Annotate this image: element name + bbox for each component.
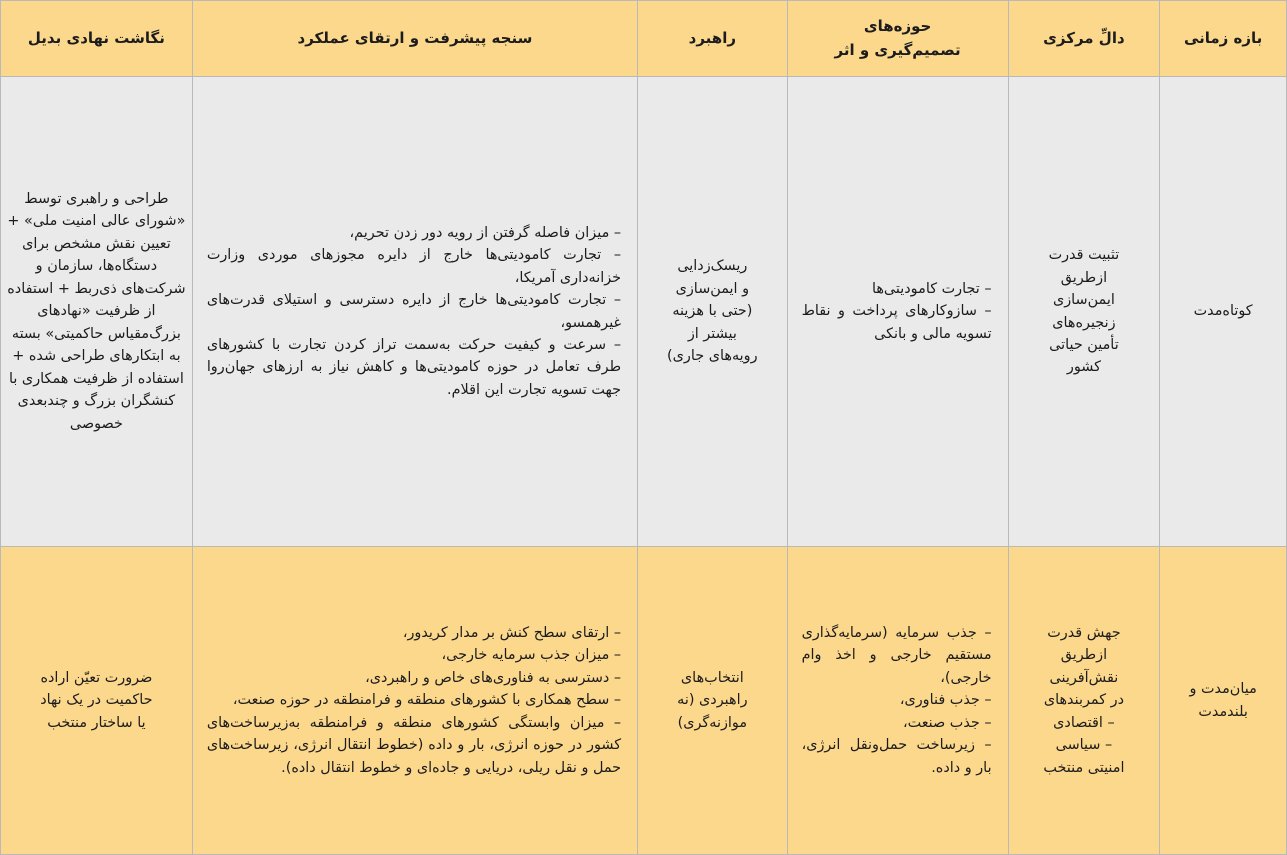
signifier-line: – سیاسی bbox=[1055, 737, 1113, 754]
cell-metrics bbox=[192, 77, 637, 547]
signifier-line: تثبیت قدرت bbox=[1048, 247, 1120, 264]
header-decision-areas-line2: تصمیم‌گیری و اثر bbox=[834, 40, 961, 59]
metric-item: – میزان فاصله گرفتن از رویه دور زدن تحریم، bbox=[349, 224, 622, 241]
metric-item: – میزان جذب سرمایه خارجی، bbox=[441, 647, 622, 664]
strategy-line: بیشتر از bbox=[687, 325, 737, 342]
signifier-line: ازطریق bbox=[1060, 647, 1108, 664]
area-item: – زیرساخت حمل‌ونقل انرژی، بار و داده. bbox=[801, 737, 992, 776]
strategy-line: موازنه‌گری) bbox=[677, 714, 748, 731]
metric-item: – دسترسی به فناوری‌های خاص و راهبردی، bbox=[365, 669, 622, 686]
signifier-line: جهش قدرت bbox=[1047, 624, 1121, 641]
header-metrics: سنجه پیشرفت و ارتقای عملکرد bbox=[192, 1, 637, 77]
header-institutional-mapping: نگاشت نهادی بدیل bbox=[1, 1, 193, 77]
signifier-line: کشور bbox=[1066, 359, 1101, 376]
metric-item: – سطح همکاری با کشورهای منطقه و فرامنطقه در حوزه صنعت، bbox=[232, 692, 622, 709]
header-decision-areas bbox=[787, 1, 1008, 77]
signifier-line: ایمن‌سازی bbox=[1052, 292, 1115, 309]
area-item: – جذب فناوری، bbox=[899, 692, 992, 709]
metric-item: – سرعت و کیفیت حرکت به‌سمت تراز کردن تجارت با کشورهای طرف تعامل در حوزه کامودیتی‌ها و کاهش نیاز به ارزهای جهان‌روا جهت تسویه تجارت این اقلام. bbox=[206, 336, 622, 398]
signifier-line: در کمربندهای bbox=[1043, 692, 1124, 709]
header-time-frame: بازه زمانی bbox=[1160, 1, 1287, 77]
cell-strategy bbox=[638, 547, 788, 855]
table-row-medium-long-term bbox=[1, 547, 1287, 855]
header-strategy: راهبرد bbox=[638, 1, 788, 77]
area-item: – جذب سرمایه (سرمایه‌گذاری مستقیم خارجی و اخذ وام خارجی)، bbox=[801, 624, 992, 686]
cell-central-signifier bbox=[1008, 77, 1160, 547]
strategy-line: (حتی با هزینه bbox=[672, 303, 753, 320]
cell-central-signifier bbox=[1008, 547, 1160, 855]
signifier-line: – اقتصادی bbox=[1053, 714, 1115, 731]
cell-metrics bbox=[192, 547, 637, 855]
strategy-line: رویه‌های جاری) bbox=[667, 348, 758, 365]
metric-item: – تجارت کامودیتی‌ها خارج از دایره مجوزهای موردی وزارت خزانه‌داری آمریکا، bbox=[206, 247, 622, 286]
cell-decision-areas bbox=[787, 77, 1008, 547]
cell-strategy bbox=[638, 77, 788, 547]
area-item: – سازوکارهای پرداخت و نقاط تسویه مالی و بانکی bbox=[801, 303, 992, 342]
strategy-line: و ایمن‌سازی bbox=[675, 280, 750, 297]
metric-item: – میزان وابستگی کشورهای منطقه و فرامنطقه به‌زیرساخت‌های کشور در حوزه انرژی، بار و داده (خطوط انتقال انرژی، زیرساخت‌های حمل و نقل ریلی، دریایی و جاده‌ای و خطوط انتقال داده). bbox=[206, 714, 622, 776]
institutional-line: حاکمیت در یک نهاد bbox=[40, 692, 153, 709]
cell-time-frame bbox=[1160, 547, 1287, 855]
strategy-line: ریسک‌زدایی bbox=[677, 258, 748, 275]
header-decision-areas-line1: حوزه‌های bbox=[863, 17, 932, 36]
signifier-line: نقش‌آفرینی bbox=[1049, 669, 1119, 686]
institutional-line: ضرورت تعیّن اراده bbox=[40, 669, 153, 686]
signifier-line: زنجیره‌های bbox=[1052, 314, 1116, 331]
cell-institutional-mapping: طراحی و راهبری توسط «شورای عالی امنیت ملی» + تعیین نقش مشخص برای دستگاه‌ها، سازمان و شرکت‌های ذی‌ربط + استفاده از ظرفیت «نهادهای بزرگ‌مقیاس حاکمیتی» بسته به ابتکارهای طراحی شده + استفاده از ظرفیت همکاری با کنشگران بزرگ و چندبعدی خصوصی bbox=[1, 77, 193, 547]
metric-item: – تجارت کامودیتی‌ها خارج از دایره دسترسی و استیلای قدرت‌های غیرهمسو، bbox=[206, 292, 622, 331]
area-item: – جذب صنعت، bbox=[902, 714, 992, 731]
time-frame-line: میان‌مدت و bbox=[1189, 681, 1257, 698]
cell-institutional-mapping bbox=[1, 547, 193, 855]
signifier-line: تأمین حیاتی bbox=[1049, 336, 1119, 353]
institutional-line: یا ساختار منتخب bbox=[47, 714, 146, 731]
signifier-line: ازطریق bbox=[1060, 269, 1108, 286]
area-item: – تجارت کامودیتی‌ها bbox=[871, 280, 992, 297]
metric-item: – ارتقای سطح کنش بر مدار کریدور، bbox=[402, 624, 622, 641]
header-central-signifier: دالِّ مرکزی bbox=[1008, 1, 1160, 77]
cell-time-frame: کوتاه‌مدت bbox=[1160, 77, 1287, 547]
table-row-short-term bbox=[1, 77, 1287, 547]
strategy-line: راهبردی (نه bbox=[677, 692, 748, 709]
strategy-line: انتخاب‌های bbox=[680, 669, 744, 686]
time-frame-line: بلندمدت bbox=[1198, 703, 1248, 720]
signifier-line: امنیتی منتخب bbox=[1043, 759, 1125, 776]
cell-decision-areas bbox=[787, 547, 1008, 855]
header-row bbox=[1, 1, 1287, 77]
